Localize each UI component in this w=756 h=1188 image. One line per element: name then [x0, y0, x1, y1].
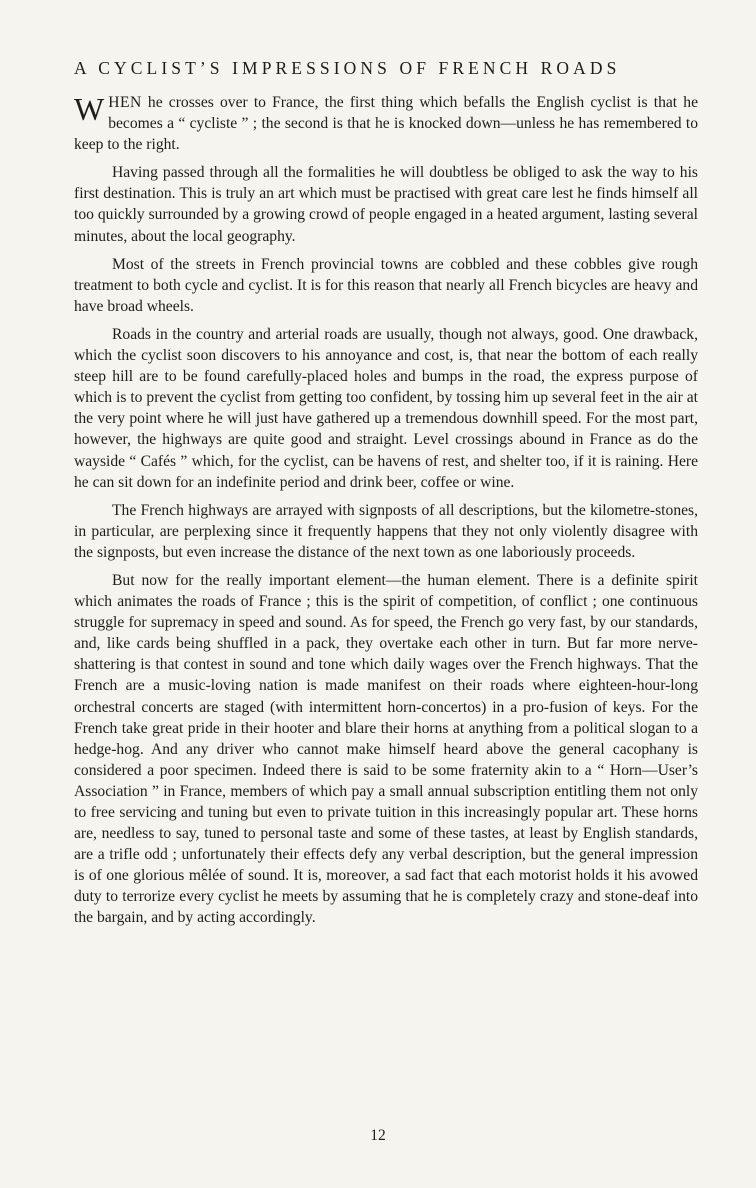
article-title: A CYCLIST’S IMPRESSIONS OF FRENCH ROADS [74, 58, 621, 78]
paragraph-3: Most of the streets in French provincial towns are cobbled and these cobbles give rough treatment to both cycle and cyclist. It is for this reason that nearly all French bicycles are heavy and have broad wheels. [74, 255, 698, 315]
drop-cap: W [74, 91, 105, 127]
paragraph-6: But now for the really important element—the human element. There is a definite spirit which animates the roads of France ; this is the spirit of competition, of conflict ; one continuous struggle for supremacy in speed and sound. As for speed, the French go very fast, by our standards, and, like cards being shuffled in a pack, they overtake each other in turn. But far more nerve-shattering is that contest in sound and tone which daily wages over the French highways. That the French are a music-loving nation is made manifest on their roads where eighteen-hour-long orchestral concerts are staged (with intermittent horn-concertos) in a pro-fusion of keys. For the French take great pride in their hooter and blare their horns at anything from a political slogan to a hedge-hog. And any driver who cannot make himself heard above the general cacophany is considered a poor specimen. Indeed there is said to be some fraternity akin to a “ Horn—User’s Association ” in France, members of which pay a small annual subscription entitling them not only to free servicing and tuning but even to private tuition in this increasingly popular art. These horns are, needless to say, tuned to personal taste and some of these tastes, at least by English standards, are a trifle odd ; unfortunately their effects defy any verbal description, but the general impression is of one glorious mêlée of sound. It is, moreover, a sad fact that each motorist holds it his avowed duty to terrorize every cyclist he meets by assuming that he is completely crazy and stone-deaf into the bargain, and by acting accordingly. [74, 571, 698, 927]
page-number: 12 [370, 1127, 386, 1144]
opening-caps: HEN [108, 94, 142, 111]
paragraph-4: Roads in the country and arterial roads are usually, though not always, good. One drawback, which the cyclist soon discovers to his annoyance and cost, is, that near the bottom of each really steep hill are to be found carefully-placed holes and bumps in the road, the express purpose of which is to prevent the cyclist from getting too confident, by tossing him up several feet in the air at the very point where he will just have gathered up a tremendous downhill speed. For the most part, however, the highways are quite good and straight. Level crossings abound in France as do the wayside “ Cafés ” which, for the cyclist, can be havens of rest, and shelter too, if it is raining. Here he can sit down for an indefinite period and drink beer, coffee or wine. [74, 325, 698, 491]
paragraph-1-text: he crosses over to France, the first thing which befalls the English cyclist is that he becomes a “ cycliste ” ; the second is that he is knocked down—unless he has remembered to keep to the right. [74, 94, 698, 154]
paragraph-5: The French highways are arrayed with signposts of all descriptions, but the kilometre-stones, in particular, are perplexing since it frequently happens that they not only violently disagree with the signposts, but even increase the distance of the next town as one laboriously proceeds. [74, 501, 698, 561]
paragraph-1 [74, 92, 698, 155]
paragraph-2: Having passed through all the formalities he will doubtless be obliged to ask the way to his first destination. This is truly an art which must be practised with great care lest he finds himself all too quickly surrounded by a growing crowd of people engaged in a heated argument, lasting several minutes, about the local geography. [74, 164, 698, 245]
article-body [74, 92, 698, 936]
